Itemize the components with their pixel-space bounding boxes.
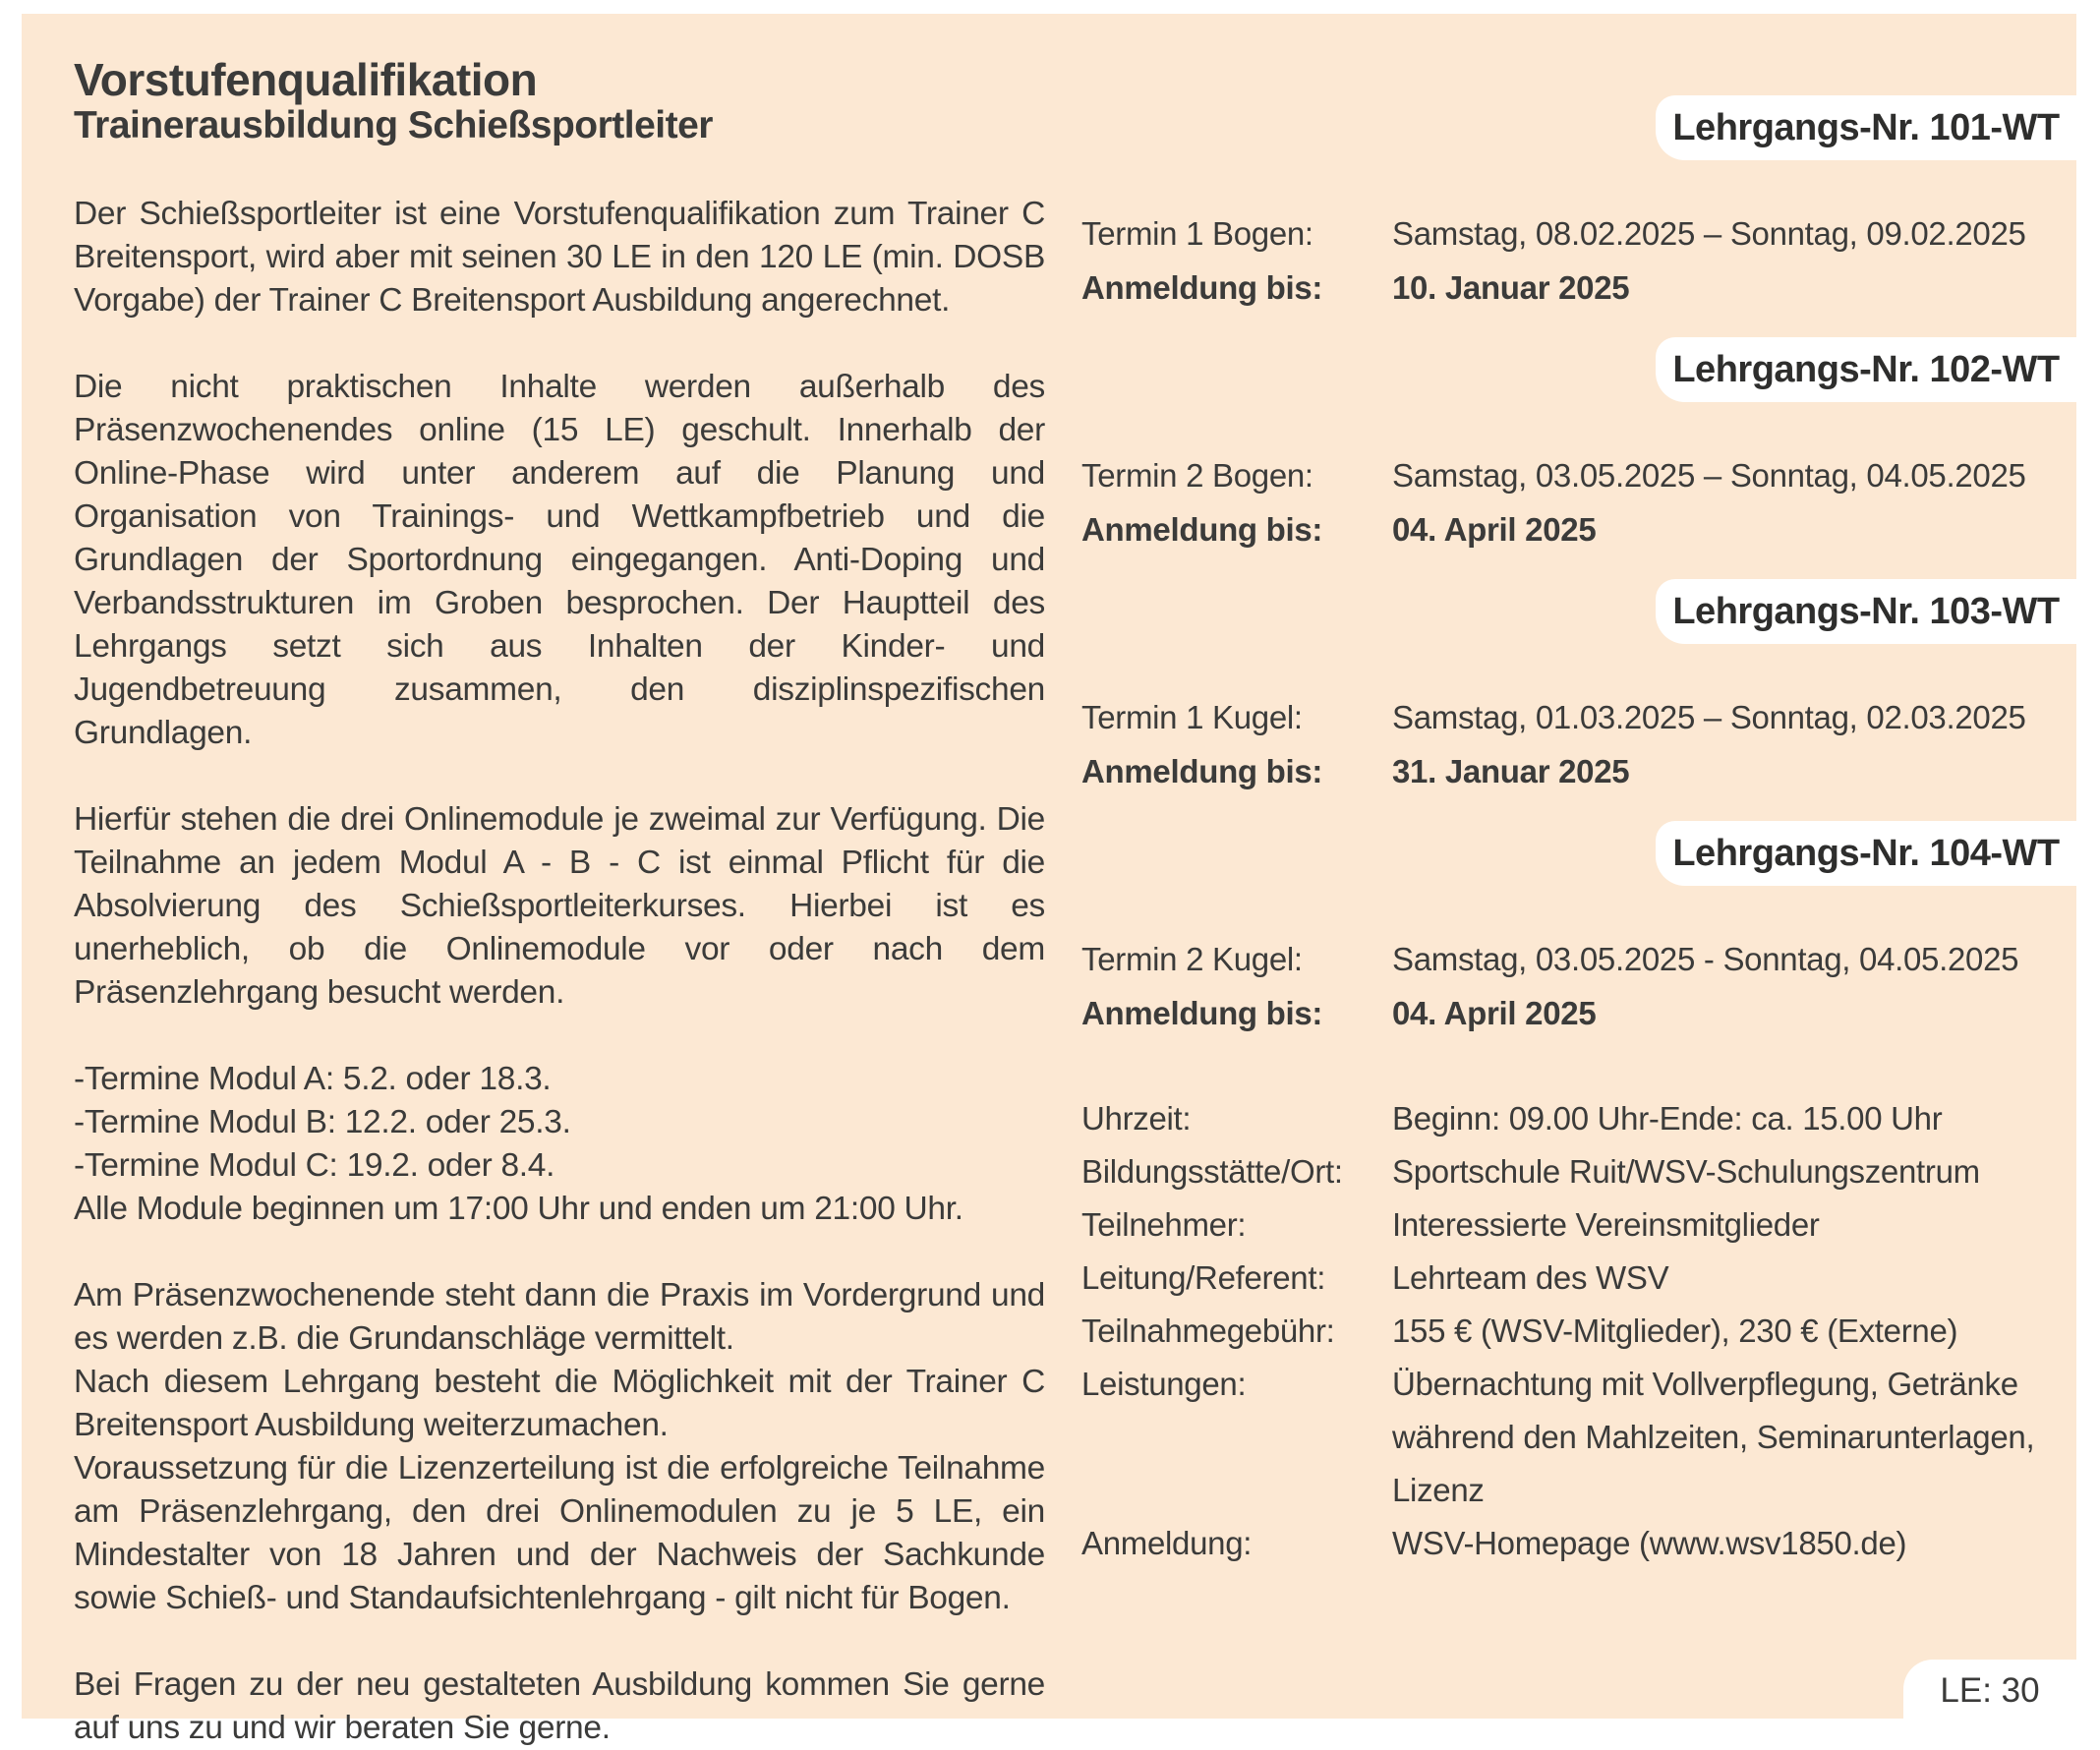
body-paragraph: Voraussetzung für die Lizenzerteilung ist die erfolgreiche Teilnahme am Präsenzlehrgang, den drei Onlinemodulen zu je 5 LE, ein Mindestalter von 18 Jahren und der Nachweis der Sachkunde sowie Schieß- und Standaufsichtenlehrgang - gilt nicht für Bogen. [74,1450,1045,1616]
termin-row [1081,698,2076,737]
detail-row [1081,1198,2076,1252]
course-info-column [1081,14,2076,1570]
module-date-line: -Termine Modul B: 12.2. oder 25.3. [74,1104,571,1140]
deadline-value: 04. April 2025 [1392,511,1597,548]
termin-value: Samstag, 03.05.2025 - Sonntag, 04.05.2025 [1392,941,2019,977]
deadline-value: 10. Januar 2025 [1392,269,1630,306]
description-column [74,55,1045,1750]
body-paragraph: Hierfür stehen die drei Onlinemodule je zweimal zur Verfügung. Die Teilnahme an jedem Modul A - B - C ist einmal Pflicht für die Absolvierung des Schießsportleiterkurses. Hierbei ist es unerheblich, ob die Onlinemodule vor oder nach dem Präsenzlehrgang besucht werden. [74,801,1045,1011]
detail-label: Leitung/Referent: [1081,1259,1326,1296]
module-date-line: Alle Module beginnen um 17:00 Uhr und enden um 21:00 Uhr. [74,1191,963,1227]
termin-label: Termin 2 Bogen: [1081,457,1313,494]
module-date-line: -Termine Modul C: 19.2. oder 8.4. [74,1147,555,1184]
module-date-line: -Termine Modul A: 5.2. oder 18.3. [74,1061,552,1097]
course-number-badge: Lehrgangs-Nr. 101-WT [1656,95,2076,160]
deadline-label: Anmeldung bis: [1081,269,1323,306]
body-paragraph: Die nicht praktischen Inhalte werden außerhalb des Präsenzwochenendes online (15 LE) geschult. Innerhalb der Online-Phase wird unter anderem auf die Planung und Organisation von Trainings- und Wettkampfbetrieb und die Grundlagen der Sportordnung eingegangen. Anti-Doping und Verbandsstrukturen im Groben besprochen. Der Hauptteil des Lehrgangs setzt sich aus Inhalten der Kinder- und Jugendbetreuung zusammen, den disziplinspezifischen Grundlagen. [74,369,1045,751]
detail-row [1081,1145,2076,1198]
detail-row [1081,1358,2076,1517]
deadline-label: Anmeldung bis: [1081,995,1323,1031]
body-paragraph: Nach diesem Lehrgang besteht die Möglichkeit mit der Trainer C Breitensport Ausbildung weiterzumachen. [74,1364,1045,1443]
termin-value: Samstag, 03.05.2025 – Sonntag, 04.05.2025 [1392,457,2026,494]
detail-label: Anmeldung: [1081,1525,1253,1561]
termin-value: Samstag, 08.02.2025 – Sonntag, 09.02.2025 [1392,215,2026,252]
detail-row [1081,1305,2076,1358]
detail-row [1081,1092,2076,1145]
page-subtitle: Trainerausbildung Schießsportleiter [74,104,713,146]
deadline-row [1081,994,2076,1033]
course-number-badge: Lehrgangs-Nr. 103-WT [1656,579,2076,644]
deadline-value: 31. Januar 2025 [1392,753,1630,789]
detail-label: Leistungen: [1081,1366,1247,1402]
detail-row [1081,1252,2076,1305]
course-details-list [1081,1092,2076,1570]
detail-row [1081,1517,2076,1570]
course-number-badge: Lehrgangs-Nr. 104-WT [1656,821,2076,886]
deadline-label: Anmeldung bis: [1081,511,1323,548]
termin-value: Samstag, 01.03.2025 – Sonntag, 02.03.2025 [1392,699,2026,735]
termin-label: Termin 1 Bogen: [1081,215,1313,252]
detail-value: Lehrteam des WSV [1392,1259,1669,1296]
course-page-panel [22,14,2076,1746]
detail-label: Teilnehmer: [1081,1206,1247,1243]
detail-value: Beginn: 09.00 Uhr-Ende: ca. 15.00 Uhr [1392,1100,1943,1137]
le-units-badge: LE: 30 [1903,1660,2076,1719]
detail-label: Teilnahmegebühr: [1081,1312,1335,1349]
termin-row [1081,214,2076,254]
deadline-label: Anmeldung bis: [1081,753,1323,789]
detail-value: 155 € (WSV-Mitglieder), 230 € (Externe) [1392,1312,1958,1349]
detail-value: Übernachtung mit Vollverpflegung, Getränke während den Mahlzeiten, Seminarunterlagen, Lizenz [1392,1366,2035,1508]
termin-label: Termin 2 Kugel: [1081,941,1303,977]
detail-value: WSV-Homepage (www.wsv1850.de) [1392,1525,1907,1561]
deadline-row [1081,752,2076,791]
course-number-badge: Lehrgangs-Nr. 102-WT [1656,337,2076,402]
body-paragraph: Bei Fragen zu der neu gestalteten Ausbildung kommen Sie gerne auf uns zu und wir beraten Sie gerne. [74,1666,1045,1746]
detail-value: Interessierte Vereinsmitglieder [1392,1206,1820,1243]
detail-value: Sportschule Ruit/WSV-Schulungszentrum [1392,1153,1980,1190]
deadline-row [1081,510,2076,550]
termin-row [1081,456,2076,496]
body-text [74,193,1045,1750]
body-paragraph: Am Präsenzwochenende steht dann die Praxis im Vordergrund und es werden z.B. die Grundanschläge vermittelt. [74,1277,1045,1357]
detail-label: Uhrzeit: [1081,1100,1192,1137]
termin-row [1081,940,2076,979]
page-title: Vorstufenqualifikation [74,54,538,105]
deadline-value: 04. April 2025 [1392,995,1597,1031]
detail-label: Bildungsstätte/Ort: [1081,1153,1343,1190]
body-paragraph: Der Schießsportleiter ist eine Vorstufenqualifikation zum Trainer C Breitensport, wird aber mit seinen 30 LE in den 120 LE (min. DOSB Vorgabe) der Trainer C Breitensport Ausbildung angerechnet. [74,196,1045,319]
deadline-row [1081,268,2076,308]
termin-label: Termin 1 Kugel: [1081,699,1303,735]
